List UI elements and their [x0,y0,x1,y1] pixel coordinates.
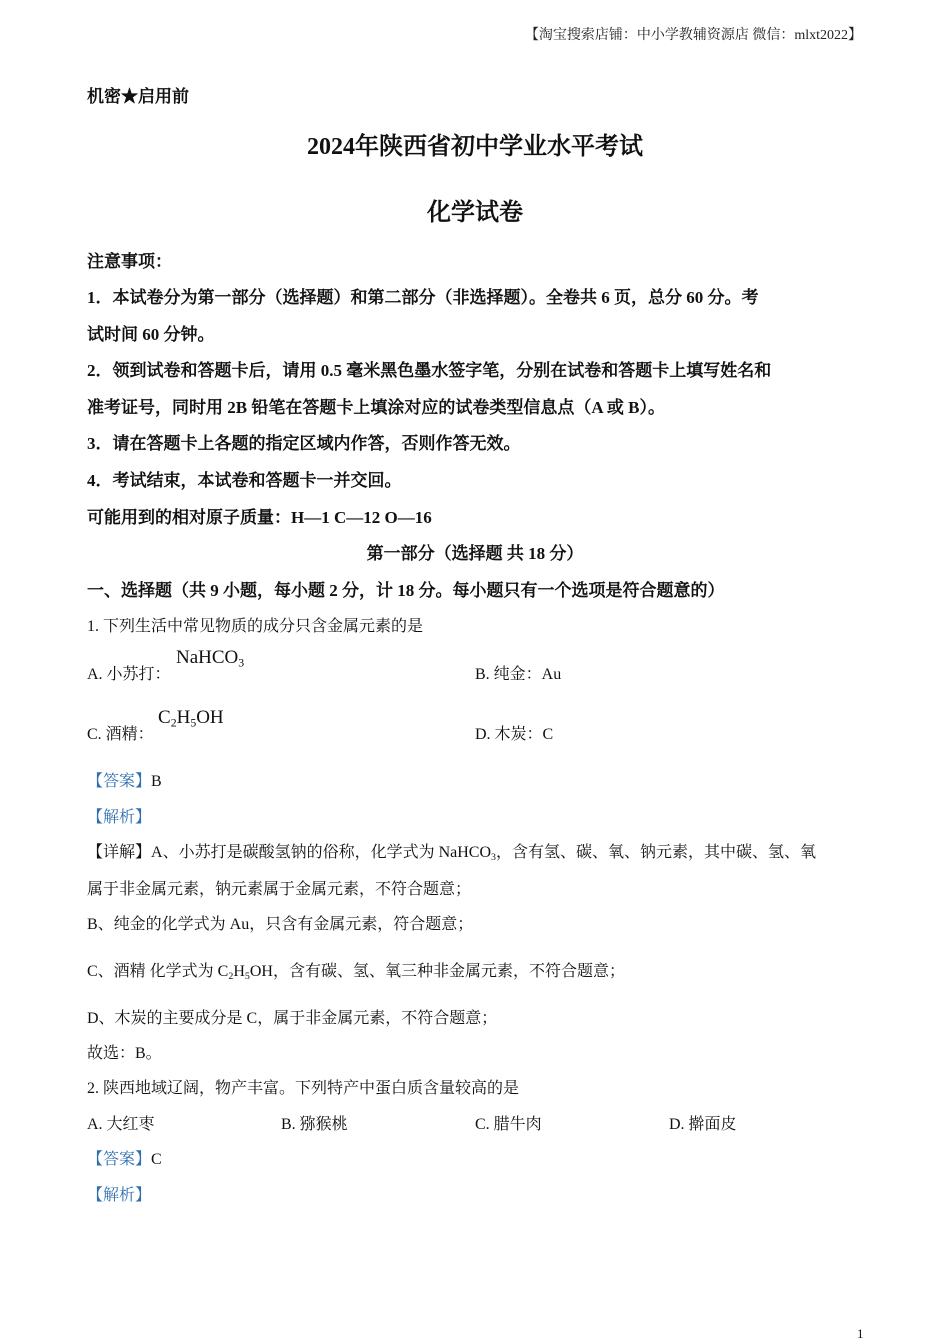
q1-option-a-label: A. 小苏打： [87,666,171,683]
notice-line-2b: 准考证号，同时用 2B 铅笔在答题卡上填涂对应的试卷类型信息点（A 或 B）。 [87,398,666,417]
q1-stem: 1. 下列生活中常见物质的成分只含金属元素的是 [87,618,424,635]
q1-detail-b: B、纯金的化学式为 Au，只含有金属元素，符合题意； [87,916,474,933]
q2-answer-tag: 【答案】 [87,1151,152,1168]
q1-option-c-formula: $C_2H_5OH$ [158,707,224,730]
page-number: 1 [857,1326,864,1341]
confidential-mark: 机密★启用前 [87,87,189,106]
q1-option-a-formula: NaHCO$_3$ [176,647,245,670]
q1-answer-value: B [151,773,162,790]
notice-line-2a: 2．领到试卷和答题卡后，请用 0.5 毫米黑色墨水签字笔，分别在试卷和答题卡上填写姓名和 [87,361,772,380]
q2-analysis-tag: 【解析】 [87,1187,152,1204]
notice-line-3: 3．请在答题卡上各题的指定区域内作答，否则作答无效。 [87,434,521,453]
q2-option-b: B. 猕猴桃 [281,1116,348,1133]
q1-option-b: B. 纯金：Au [475,666,562,683]
section1-heading: 一、选择题（共 9 小题，每小题 2 分，计 18 分。每小题只有一个选项是符合题意的） [87,581,725,600]
notice-line-4: 4．考试结束，本试卷和答题卡一并交回。 [87,471,402,490]
q1-detail-d: D、木炭的主要成分是 C，属于非金属元素，不符合题意； [87,1010,498,1027]
part1-heading: 第一部分（选择题 共 18 分） [366,544,584,563]
q2-option-a: A. 大红枣 [87,1116,155,1133]
q1-analysis-tag: 【解析】 [87,809,152,826]
q2-option-d: D. 擀面皮 [669,1116,737,1133]
q1-option-c [87,721,154,744]
atomic-mass-line: 可能用到的相对原子质量：H—1 C—12 O—16 [87,508,432,527]
q1-answer-tag: 【答案】 [87,773,152,790]
q1-detail-a-line2: 属于非金属元素，钠元素属于金属元素，不符合题意； [87,881,472,898]
q1-detail-tag: 【详解】 [87,844,152,861]
q1-option-a [87,661,171,684]
q1-option-d: D. 木炭：C [475,726,554,743]
exam-title: 2024年陕西省初中学业水平考试 [307,134,643,160]
exam-subtitle: 化学试卷 [427,200,523,226]
notice-line-1a: 1．本试卷分为第一部分（选择题）和第二部分（非选择题）。全卷共 6 页，总分 60 分。考 [87,288,759,307]
q1-detail-a-line1: 【详解】A、小苏打是碳酸氢钠的俗称，化学式为 NaHCO$_3$，含有氢、碳、氧、钠元素，其中碳、氢、氧 [87,844,816,863]
q1-answer [87,768,162,791]
q2-answer-value: C [151,1151,162,1168]
q1-conclusion: 故选：B。 [87,1045,162,1062]
header-shop-note: 【淘宝搜索店铺：中小学教辅资源店 微信：mlxt2022】 [524,28,862,43]
q2-option-c: C. 腊牛肉 [475,1116,542,1133]
notice-heading: 注意事项： [87,252,172,271]
q2-stem: 2. 陕西地域辽阔，物产丰富。下列特产中蛋白质含量较高的是 [87,1080,520,1097]
notice-line-1b: 试时间 60 分钟。 [87,325,215,344]
q1-option-c-label: C. 酒精： [87,726,154,743]
q2-answer [87,1146,162,1169]
q1-detail-c: C、酒精 化学式为 $C_2H_5OH$，含有碳、氢、氧三种非金属元素，不符合题意； [87,963,625,982]
